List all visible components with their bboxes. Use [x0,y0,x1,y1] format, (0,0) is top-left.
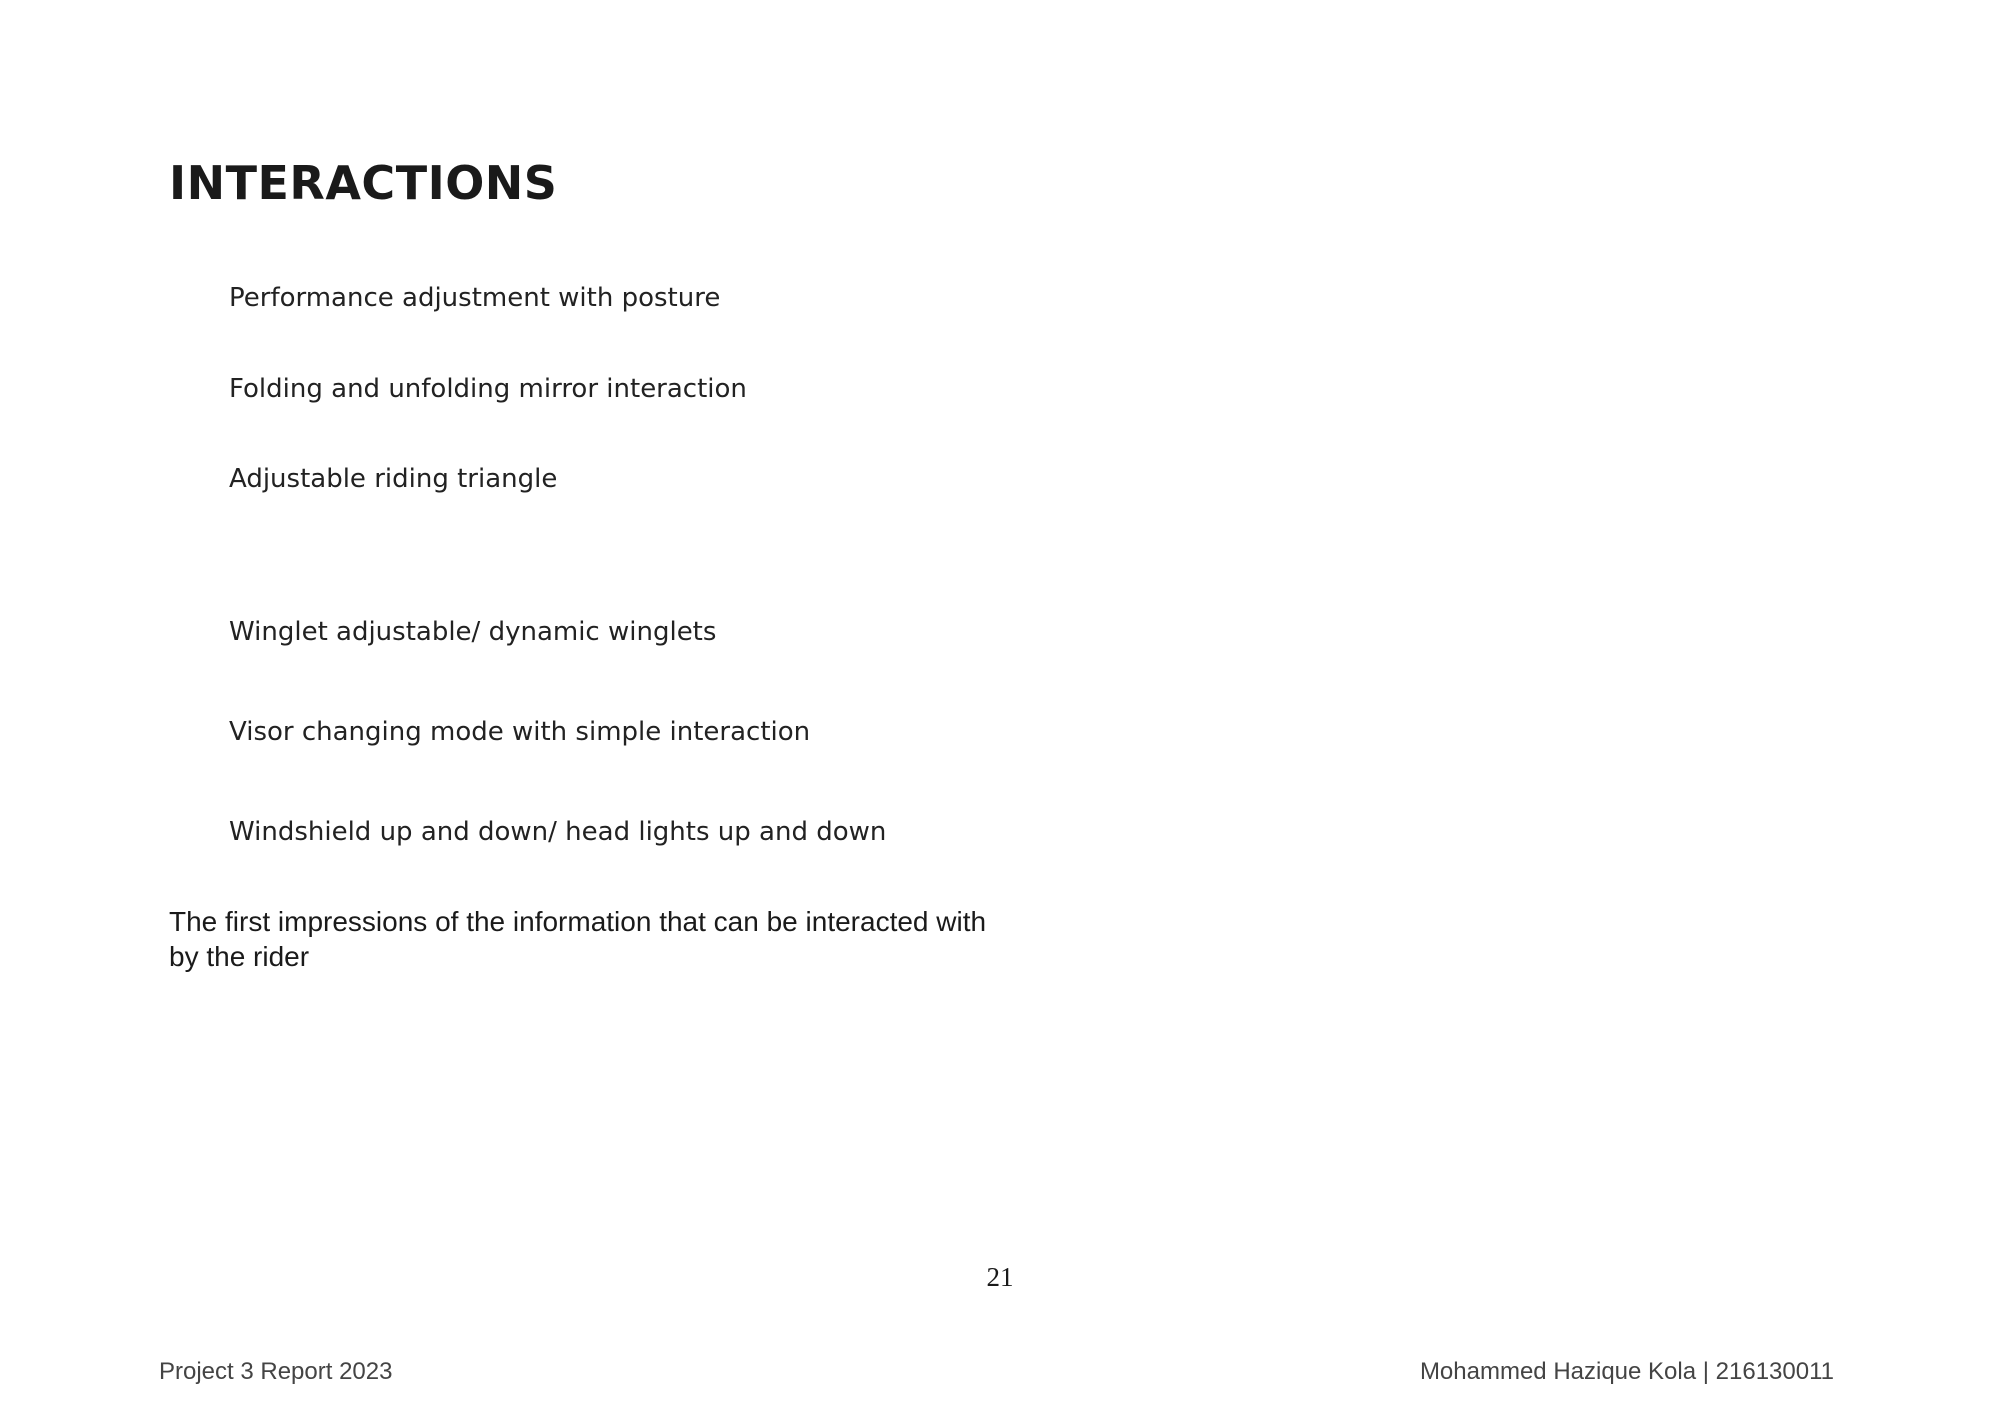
page-number: 21 [986,1262,1014,1292]
caption-text: The first impressions of the information that can be interacted with by the rider [169,906,987,972]
interaction-item-windshield: Windshield up and down/ head lights up and down [229,817,887,847]
interaction-item-visor: Visor changing mode with simple interaction [229,717,811,747]
page-title: INTERACTIONS [169,156,558,210]
footer-report-title: Project 3 Report 2023 [159,1358,393,1385]
interaction-item-posture: Performance adjustment with posture [229,283,721,313]
footer-author: Mohammed Hazique Kola | 216130011 [1419,1358,1834,1385]
interaction-item-mirror: Folding and unfolding mirror interaction [229,374,747,404]
interaction-item-riding-triangle: Adjustable riding triangle [229,464,558,494]
interaction-item-winglets: Winglet adjustable/ dynamic winglets [229,617,717,647]
